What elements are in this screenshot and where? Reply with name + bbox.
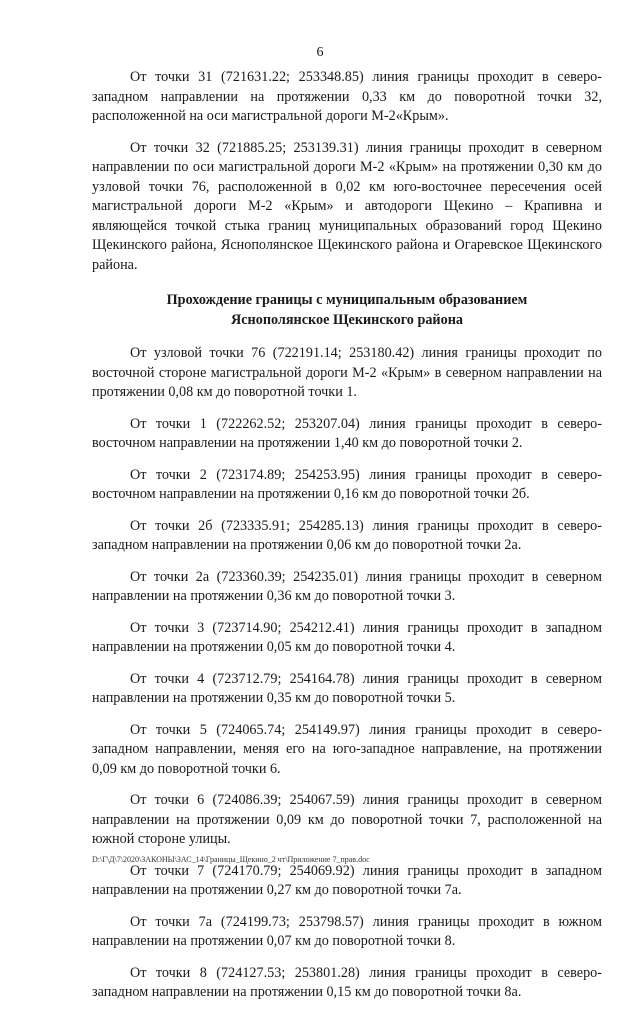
paragraph-point-5: От точки 5 (724065.74; 254149.97) линия границы проходит в северо-западном направлении, меняя его на юго-западное направление, на протяжении 0,09 км до поворотной точки 6. <box>92 721 602 777</box>
paragraph-point-2: От точки 2 (723174.89; 254253.95) линия границы проходит в северо-восточном направлении на протяжении 0,16 км до поворотной точки 2б. <box>92 466 602 502</box>
paragraph-point-31: От точки 31 (721631.22; 253348.85) линия границы проходит в северо-западном направлении на протяжении 0,33 км до поворотной точки 32, расположенной на оси магистральной дороги М-2«Крым». <box>92 69 602 124</box>
section-heading-line-1: Прохождение границы с муниципальным образованием <box>166 292 528 308</box>
paragraph-point-7a: От точки 7а (724199.73; 253798.57) линия границы проходит в южном направлении на протяжении 0,07 км до поворотной точки 8. <box>92 913 602 949</box>
paragraph-point-76: От узловой точки 76 (722191.14; 253180.42) линия границы проходит по восточной стороне магистральной дороги М-2 «Крым» в северном направлении на протяжении 0,08 км до поворотной точки 1. <box>92 345 602 400</box>
section-heading <box>92 291 602 330</box>
paragraph-point-3: От точки 3 (723714.90; 254212.41) линия границы проходит в западном направлении на протяжении 0,05 км до поворотной точки 4. <box>92 619 602 655</box>
paragraph-point-2b: От точки 2б (723335.91; 254285.13) линия границы проходит в северо-западном направлении на протяжении 0,06 км до поворотной точки 2а. <box>92 517 602 553</box>
footer-file-path: D:\Г\Д\7\2020\ЗАКОНЫ\ЗАС_14\Границы_Щекино_2 чт\Приложение 7_прав.doc <box>92 855 370 864</box>
section-heading-line-2: Яснополянское Щекинского района <box>231 311 463 328</box>
paragraph-point-32: От точки 32 (721885.25; 253139.31) линия границы проходит в северном направлении по оси магистральной дороги М-2 «Крым» на протяжении 0,30 км до узловой точки 76, расположенной в 0,02 км юго-восточнее пересечения осей магистральной дороги М-2 «Крым» и автодороги Щекино – Крапивна и являющейся точкой стыка границ муниципальных образований город Щекино Щекинского района, Яснополянское Щекинского района и Огаревское Щекинского района. <box>92 139 602 273</box>
paragraph-point-2a: От точки 2а (723360.39; 254235.01) линия границы проходит в северном направлении на протяжении 0,36 км до поворотной точки 3. <box>92 568 602 604</box>
paragraph-point-1: От точки 1 (722262.52; 253207.04) линия границы проходит в северо-восточном направлении на протяжении 1,40 км до поворотной точки 2. <box>92 415 602 451</box>
paragraph-point-8: От точки 8 (724127.53; 253801.28) линия границы проходит в северо-западном направлении на протяжении 0,15 км до поворотной точки 8а. <box>92 964 602 1000</box>
page-number: 6 <box>316 45 324 60</box>
paragraph-point-6: От точки 6 (724086.39; 254067.59) линия границы проходит в северном направлении на протяжении 0,09 км до поворотной точки 7, расположенной на южной стороне улицы. <box>92 792 602 847</box>
paragraph-point-7: От точки 7 (724170.79; 254069.92) линия границы проходит в западном направлении на протяжении 0,27 км до поворотной точки 7а. <box>92 862 602 898</box>
paragraph-point-4: От точки 4 (723712.79; 254164.78) линия границы проходит в северном направлении на протяжении 0,35 км до поворотной точки 5. <box>92 670 602 706</box>
document-body <box>92 68 602 1015</box>
